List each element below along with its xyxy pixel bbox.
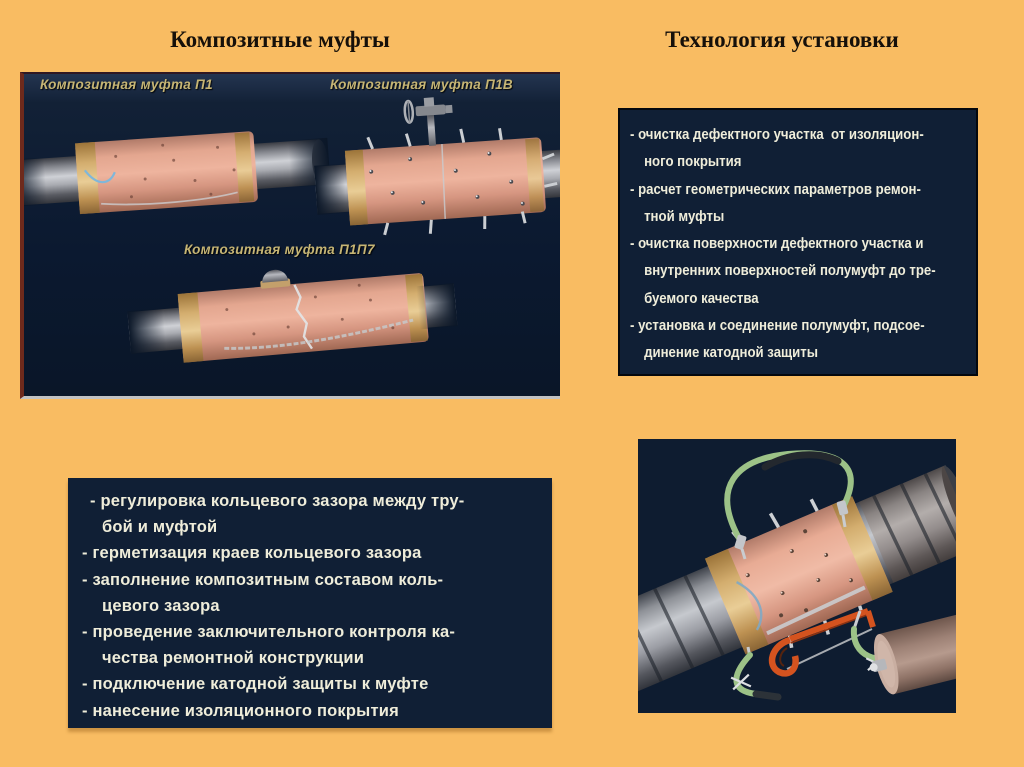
figure-installation (638, 439, 956, 713)
installation-steps-panel (618, 108, 978, 376)
figure-label-p1p7: Композитная муфта П1П7 (184, 242, 375, 257)
step-line: чества ремонтной конструкции (102, 649, 365, 668)
figure-composite-couplings (20, 72, 560, 399)
couplings-illustration (24, 74, 560, 396)
step-line: буемого качества (644, 289, 759, 307)
step-line: - очистка поверхности дефектного участка и (630, 235, 924, 253)
step-line: - очистка дефектного участка от изоляцион- (630, 126, 924, 143)
step-line: ного покрытия (644, 153, 742, 171)
page-title-left: Композитные муфты (170, 27, 390, 52)
step-line: - заполнение композитным составом коль- (82, 570, 444, 589)
step-line: бой и муфтой (102, 518, 218, 537)
step-line: динение катодной защиты (644, 344, 819, 362)
figure-label-p1v: Композитная муфта П1В (330, 77, 513, 92)
installation-illustration (638, 439, 956, 713)
step-line: - проведение заключительного контроля ка- (82, 623, 456, 642)
dome-cap-icon (259, 269, 290, 289)
coupling-p1p7-figure (125, 255, 459, 368)
step-line: тной муфты (644, 207, 725, 225)
step-line: цевого зазора (102, 596, 220, 615)
step-line: - герметизация краев кольцевого зазора (82, 544, 422, 563)
sealant-cylinder-icon (862, 614, 956, 699)
coupling-p1-figure (24, 126, 331, 219)
step-line: - расчет геометрических параметров ремон- (630, 180, 921, 198)
step-line: внутренних поверхностей полумуфт до тре- (644, 262, 936, 280)
step-line: - подключение катодной защиты к муфте (82, 675, 429, 694)
page-title-right: Технология установки (665, 27, 899, 52)
step-line: - регулировка кольцевого зазора между тру- (90, 492, 465, 510)
final-steps-panel (68, 478, 552, 728)
coupling-p1v-figure (310, 89, 560, 242)
valve-icon (404, 96, 455, 147)
step-line: - установка и соединение полумуфт, подсое- (630, 317, 925, 335)
step-line: - нанесение изоляционного покрытия (82, 701, 399, 720)
figure-label-p1: Композитная муфта П1 (40, 77, 213, 92)
